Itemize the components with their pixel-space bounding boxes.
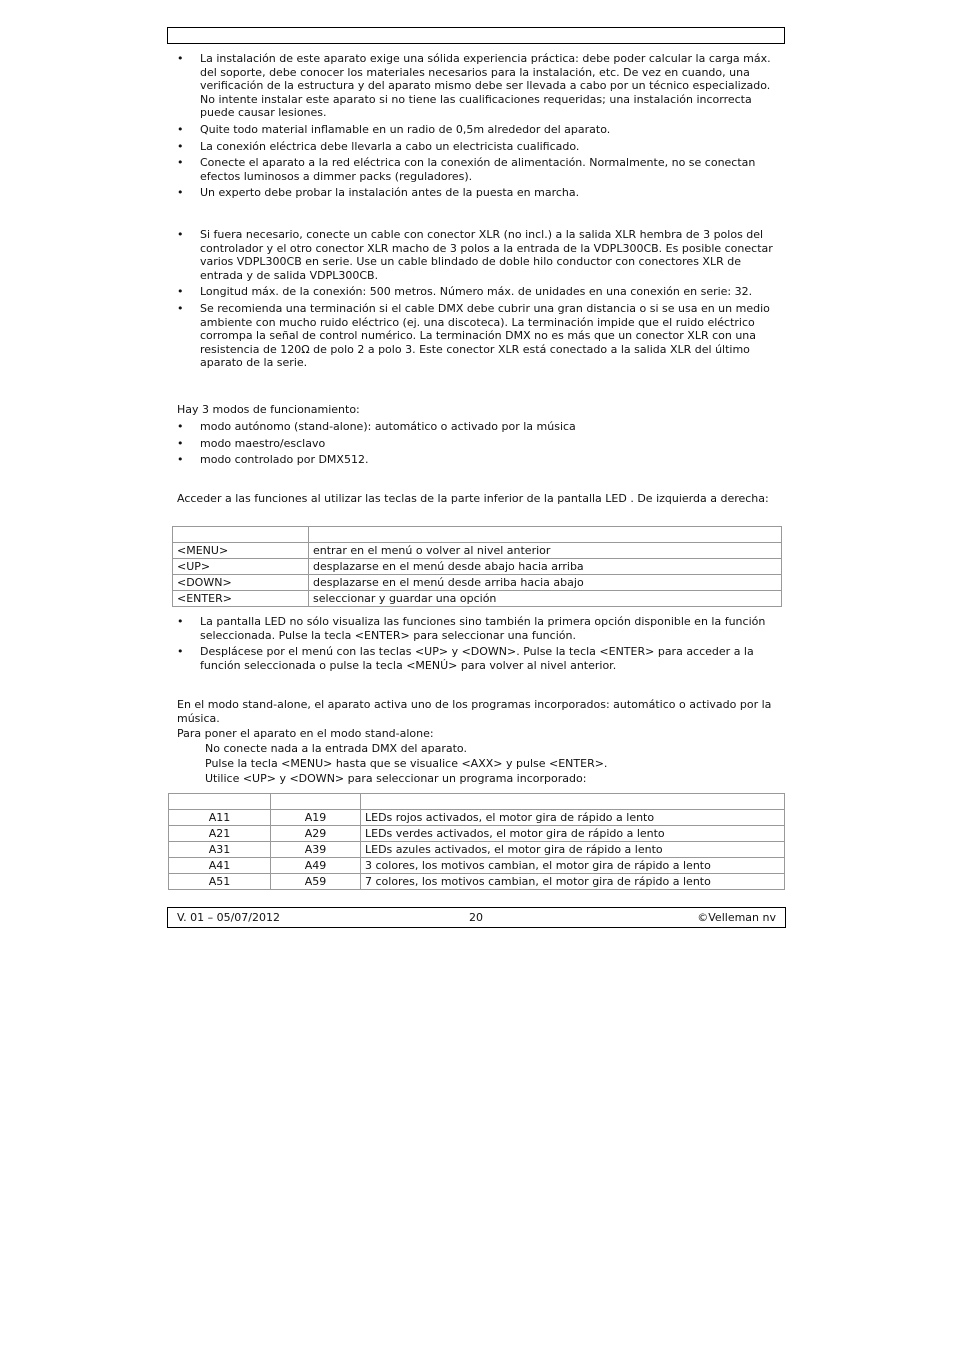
modes-list [177, 420, 777, 470]
table-row: <DOWN> desplazarse en el menú desde arriba hacia abajo [173, 575, 782, 591]
step: Pulse la tecla <MENU> hasta que se visualice <AXX> y pulse <ENTER>. [205, 757, 608, 770]
step: Utilice <UP> y <DOWN> para seleccionar un programa incorporado: [205, 772, 587, 785]
table-row: A21 A29 LEDs verdes activados, el motor gira de rápido a lento [169, 826, 785, 842]
list-item: • La conexión eléctrica debe llevarla a cabo un electricista cualificado. [177, 140, 777, 154]
table-row: A11 A19 LEDs rojos activados, el motor gira de rápido a lento [169, 810, 785, 826]
header-box [167, 27, 785, 44]
keys-intro: Acceder a las funciones al utilizar las teclas de la parte inferior de la pantalla LED . De izquierda a derecha: [177, 492, 769, 505]
page-footer [167, 907, 786, 928]
table-row: A31 A39 LEDs azules activados, el motor gira de rápido a lento [169, 842, 785, 858]
list-item: • Conecte el aparato a la red eléctrica con la conexión de alimentación. Normalmente, no se conectan efectos luminosos a dimmer packs (reguladores). [177, 156, 777, 183]
table-row: A41 A49 3 colores, los motivos cambian, el motor gira de rápido a lento [169, 858, 785, 874]
company-label: ©Velleman nv [697, 911, 776, 924]
table-header-row [169, 794, 785, 810]
list-item: • Quite todo material inflamable en un radio de 0,5m alrededor del aparato. [177, 123, 777, 137]
list-item: • Si fuera necesario, conecte un cable con conector XLR (no incl.) a la salida XLR hembra de 3 polos del controlador y el otro conector XLR macho de 3 polos a la entrada de la VDPL300CB. Es posible conectar varios VDPL300CB en serie. Use un cable blindado de doble hilo conductor con conectores XLR de entrada y de salida VDPL300CB. [177, 228, 782, 282]
step: No conecte nada a la entrada DMX del aparato. [205, 742, 467, 755]
list-item: • La pantalla LED no sólo visualiza las funciones sino también la primera opción disponible en la función seleccionada. Pulse la tecla <ENTER> para seleccionar una función. [177, 615, 777, 642]
standalone-intro: En el modo stand-alone, el aparato activa uno de los programas incorporados: automático o activado por la música. [177, 698, 772, 725]
table-row: <ENTER> seleccionar y guardar una opción [173, 591, 782, 607]
version-label: V. 01 – 05/07/2012 [177, 911, 280, 924]
list-item: • modo autónomo (stand-alone): automático o activado por la música [177, 420, 777, 434]
list-item: • La instalación de este aparato exige una sólida experiencia práctica: debe poder calcular la carga máx. del soporte, debe conocer los materiales necesarios para la instalación, etc. De vez en cuando, una verificación de la estructura y del aparato mismo debe ser llevada a cabo por un técnico especializado. No intente instalar este aparato si no tiene las cualificaciones requeridas; una instalación incorrecta puede causar lesiones. [177, 52, 777, 120]
table-row: <MENU> entrar en el menú o volver al nivel anterior [173, 543, 782, 559]
programs-table [168, 793, 785, 890]
list-item: • Longitud máx. de la conexión: 500 metros. Número máx. de unidades en una conexión en serie: 32. [177, 285, 782, 299]
list-item: • Un experto debe probar la instalación antes de la puesta en marcha. [177, 186, 777, 200]
page-number: 20 [469, 911, 483, 924]
installation-list [177, 52, 777, 203]
table-row: <UP> desplazarse en el menú desde abajo hacia arriba [173, 559, 782, 575]
list-item: • Se recomienda una terminación si el cable DMX debe cubrir una gran distancia o si se usa en un medio ambiente con mucho ruido eléctrico (ej. una discoteca). La terminación impide que el ruido eléctrico corrompa la señal de control numérico. La terminación DMX no es más que un conector XLR con una resistencia de 120Ω de polo 2 a polo 3. Este conector XLR está conectado a la salida XLR del último aparato de la serie. [177, 302, 782, 370]
list-item: • modo maestro/esclavo [177, 437, 777, 451]
table-row: A51 A59 7 colores, los motivos cambian, el motor gira de rápido a lento [169, 874, 785, 890]
modes-intro: Hay 3 modos de funcionamiento: [177, 403, 360, 416]
list-item: • modo controlado por DMX512. [177, 453, 777, 467]
display-list [177, 615, 777, 675]
keys-table [172, 526, 782, 607]
standalone-intro-2: Para poner el aparato en el modo stand-alone: [177, 727, 434, 740]
table-header-row [173, 527, 782, 543]
list-item: • Desplácese por el menú con las teclas <UP> y <DOWN>. Pulse la tecla <ENTER> para acceder a la función seleccionada o pulse la tecla <MENÚ> para volver al nivel anterior. [177, 645, 777, 672]
connection-list [177, 228, 782, 373]
